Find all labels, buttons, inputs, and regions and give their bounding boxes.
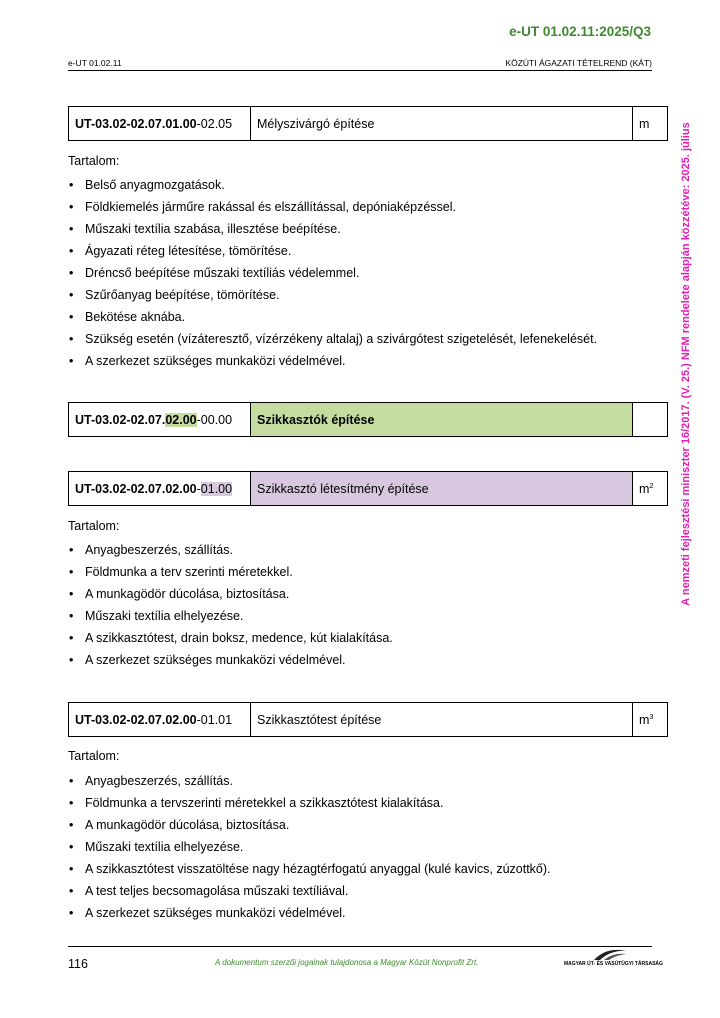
copyright-note: A dokumentum szerzői jogainak tulajdonosa a Magyar Közút Nonprofit Zrt. xyxy=(215,958,479,967)
list-item: • A szikkasztótest visszatöltése nagy hézagtérfogatú anyaggal (kulé kavics, zúzottkő). xyxy=(68,858,551,880)
item-code: UT-03.02-02.07.02.00-00.00 xyxy=(69,403,251,437)
list-item: • Szűrőanyag beépítése, tömörítése. xyxy=(68,284,597,306)
footer-divider xyxy=(68,946,652,947)
header-left-code: e-UT 01.02.11 xyxy=(68,58,122,68)
list-item: • Belső anyagmozgatások. xyxy=(68,174,597,196)
item-unit: $m^2$ xyxy=(633,472,668,506)
road-swoosh-icon xyxy=(592,948,628,961)
list-item: • Földmunka a terv szerinti méretekkel. xyxy=(68,561,393,583)
item-code: UT-03.02-02.07.01.00-02.05 xyxy=(69,107,251,141)
item-code: UT-03.02-02.07.02.00-01.00 xyxy=(69,472,251,506)
list-item: • A munkagödör dúcolása, biztosítása. xyxy=(68,814,551,836)
content-label: Tartalom: xyxy=(68,519,120,533)
list-item: • Műszaki textília szabása, illesztése beépítése. xyxy=(68,218,597,240)
list-item: • Szükség esetén (vízáteresztő, vízérzékeny altalaj) a szivárgótest szigetelését, lefenekelését. xyxy=(68,328,597,350)
society-logo xyxy=(564,948,663,970)
side-note-text: A nemzeti fejlesztési miniszter 16/2017. (V. 25.) NFM rendelete alapján közzétéve: 2025. július xyxy=(680,122,692,606)
list-item: • Földmunka a tervszerinti méretekkel a szikkasztótest kialakítása. xyxy=(68,792,551,814)
item-table-szikkasztotest xyxy=(68,702,668,737)
list-item: • Műszaki textília elhelyezése. xyxy=(68,605,393,627)
side-publication-note xyxy=(676,96,696,632)
item-table-szikkaszto-letesitmeny xyxy=(68,471,668,506)
header-right-title: KÖZÚTI ÁGAZATI TÉTELREND (KÁT) xyxy=(505,58,652,68)
list-item: • A szikkasztótest, drain boksz, medence, kút kialakítása. xyxy=(68,627,393,649)
list-item: • Bekötése aknába. xyxy=(68,306,597,328)
list-item: • A szerkezet szükséges munkaközi védelmével. xyxy=(68,902,551,924)
content-label: Tartalom: xyxy=(68,154,120,168)
page-number: 116 xyxy=(68,957,88,971)
item-title: Szikkasztó létesítmény építése xyxy=(251,472,633,506)
list-item: • Műszaki textília elhelyezése. xyxy=(68,836,551,858)
list-item: • Anyagbeszerzés, szállítás. xyxy=(68,539,393,561)
document-code: e-UT 01.02.11:2025/Q3 xyxy=(509,24,651,39)
content-label: Tartalom: xyxy=(68,749,120,763)
list-item: • A szerkezet szükséges munkaközi védelmével. xyxy=(68,350,597,372)
list-item: • Dréncső beépítése műszaki textíliás védelemmel. xyxy=(68,262,597,284)
list-item: • Anyagbeszerzés, szállítás. xyxy=(68,770,551,792)
item-title: Mélyszivárgó építése xyxy=(251,107,633,141)
content-list xyxy=(68,770,551,924)
item-table-szikkasztok xyxy=(68,402,668,437)
item-table-melyszivargo xyxy=(68,106,668,141)
content-list xyxy=(68,174,597,372)
list-item: • Földkiemelés járműre rakással és elszállítással, depóniaképzéssel. xyxy=(68,196,597,218)
header-divider xyxy=(68,70,652,71)
item-unit xyxy=(633,403,668,437)
item-title: Szikkasztótest építése xyxy=(251,703,633,737)
item-code: UT-03.02-02.07.02.00-01.01 xyxy=(69,703,251,737)
item-title: Szikkasztók építése xyxy=(251,403,633,437)
content-list xyxy=(68,539,393,671)
list-item: • A test teljes becsomagolása műszaki textíliával. xyxy=(68,880,551,902)
list-item: • Ágyazati réteg létesítése, tömörítése. xyxy=(68,240,597,262)
logo-text: MAGYAR ÚT- ÉS VASÚTÜGYI TÁRSASÁG xyxy=(564,961,663,967)
item-unit: m xyxy=(633,107,668,141)
list-item: • A munkagödör dúcolása, biztosítása. xyxy=(68,583,393,605)
item-unit: $m^3$ xyxy=(633,703,668,737)
list-item: • A szerkezet szükséges munkaközi védelmével. xyxy=(68,649,393,671)
